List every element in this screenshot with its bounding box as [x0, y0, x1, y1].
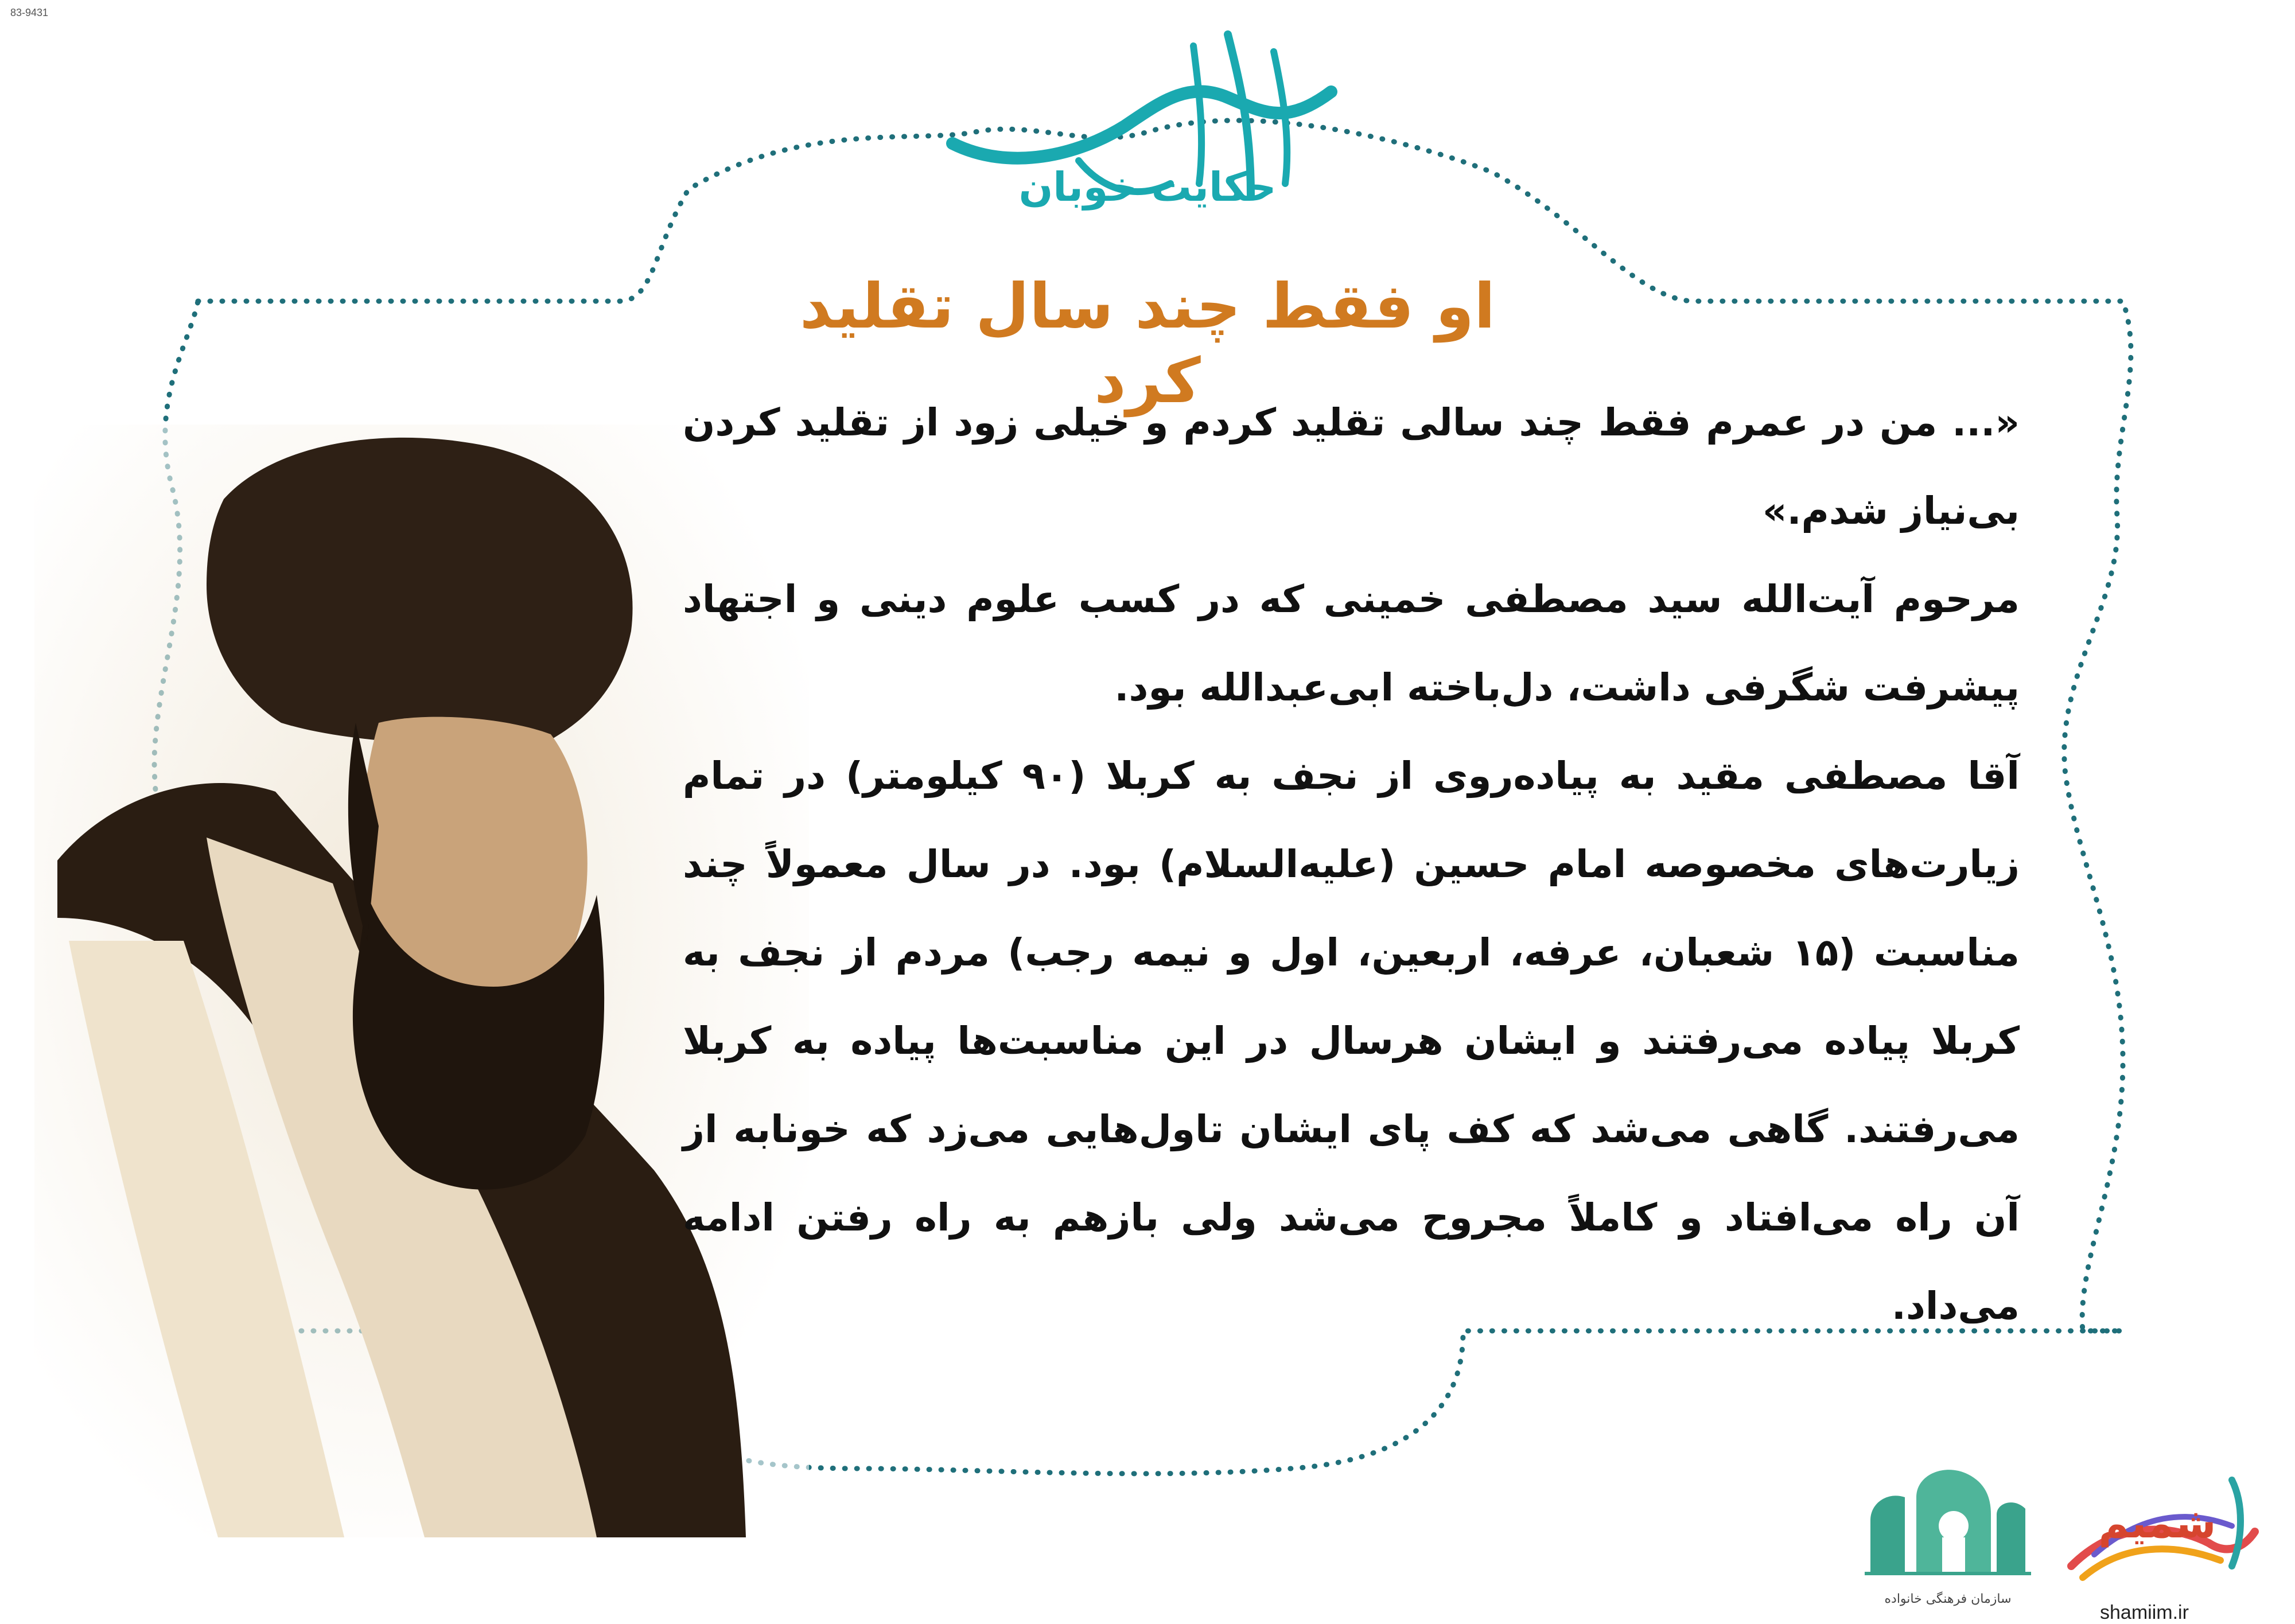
story-paragraph-2: آقا مصطفی مقید به پیاده‌روی از نجف به کربلا (۹۰ کیلومتر) در تمام زیارت‌های مخصوصه امام حسین (علیه‌السلام) بود. در سال معمولاً چند مناسبت (۱۵ شعبان، عرفه، اربعین، اول و نیمه رجب) مردم از نجف به کربلا پیاده می‌رفتند و ایشان هرسال در این مناسبت‌ها پیاده به کربلا می‌رفتند. گاهی می‌شد که کف پای ایشان تاول‌هایی می‌زد که خونابه از آن راه می‌افتاد و کاملاً مجروح می‌شد ولی بازهم به راه رفتن ادامه می‌داد.: [683, 754, 2020, 1328]
org-logo-label: سازمان فرهنگی خانواده: [1884, 1592, 2012, 1606]
quote-paragraph: «... من در عمرم فقط چند سالی تقلید کردم و خیلی زود از تقلید کردن بی‌نیاز شدم.»: [683, 400, 2020, 533]
story-text: [683, 379, 2020, 1350]
series-title: حکایت خوبان: [1018, 163, 1277, 211]
poster-code: 83-9431: [10, 7, 49, 18]
poster-title: او فقط چند سال تقلید کرد: [799, 271, 1496, 417]
story-paragraph-1: مرحوم آیت‌الله سید مصطفی خمینی که در کسب علوم دینی و اجتهاد پیشرفت شگرفی داشت، دل‌باخته ابی‌عبدالله بود.: [683, 577, 2020, 710]
calligraphy-header: [929, 11, 1366, 241]
website-url: shamiim.ir: [2100, 1602, 2189, 1623]
org-logo: [1853, 1457, 2043, 1595]
shamim-logo-text: شمیم: [2098, 1499, 2216, 1547]
shamim-logo: [2060, 1457, 2266, 1595]
